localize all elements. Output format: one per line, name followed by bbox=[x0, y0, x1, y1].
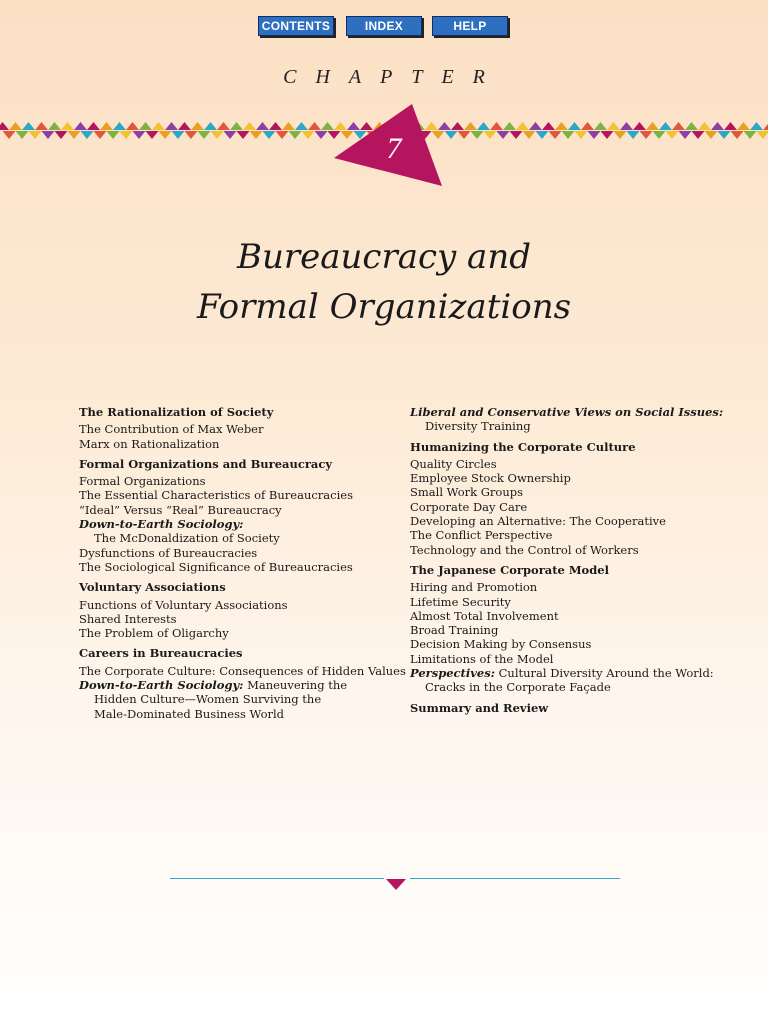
border-triangle bbox=[627, 131, 640, 139]
border-triangle bbox=[523, 131, 536, 139]
border-triangle bbox=[55, 131, 68, 139]
border-triangle bbox=[711, 122, 724, 130]
border-triangle bbox=[477, 122, 490, 130]
border-triangle bbox=[555, 122, 568, 130]
border-triangle bbox=[445, 131, 458, 139]
border-triangle bbox=[3, 131, 16, 139]
border-triangle bbox=[620, 122, 633, 130]
border-triangle bbox=[35, 122, 48, 130]
border-triangle bbox=[568, 122, 581, 130]
toc-item[interactable]: Quality Circles bbox=[410, 456, 497, 471]
border-triangle bbox=[295, 122, 308, 130]
border-triangle bbox=[529, 122, 542, 130]
border-triangle bbox=[211, 131, 224, 139]
border-triangle bbox=[562, 131, 575, 139]
border-triangle bbox=[737, 122, 750, 130]
border-triangle bbox=[42, 131, 55, 139]
toc-feature-label[interactable]: Down-to-Earth Sociology: bbox=[79, 517, 244, 532]
border-triangle bbox=[633, 122, 646, 130]
border-triangle bbox=[685, 122, 698, 130]
bottom-rule-right bbox=[410, 878, 620, 879]
chapter-label: CHAPTER bbox=[283, 66, 504, 88]
border-triangle bbox=[653, 131, 666, 139]
toc-section-heading[interactable]: Humanizing the Corporate Culture bbox=[410, 439, 636, 454]
chapter-title bbox=[0, 232, 768, 332]
toc-item[interactable]: The Essential Characteristics of Bureaucracies bbox=[79, 488, 353, 503]
border-triangle bbox=[679, 131, 692, 139]
toc-item[interactable]: Lifetime Security bbox=[410, 594, 511, 609]
border-triangle bbox=[308, 122, 321, 130]
toc-feature-item[interactable]: The McDonaldization of Society bbox=[94, 531, 280, 546]
toc-item[interactable]: Broad Training bbox=[410, 623, 499, 638]
border-triangle bbox=[230, 122, 243, 130]
border-triangle bbox=[718, 131, 731, 139]
border-triangle bbox=[0, 122, 9, 130]
toc-item[interactable]: Functions of Voluntary Associations bbox=[79, 597, 288, 612]
toc-left-column bbox=[79, 405, 406, 721]
border-triangle bbox=[646, 122, 659, 130]
toc-item[interactable]: Decision Making by Consensus bbox=[410, 637, 592, 652]
border-triangle bbox=[731, 131, 744, 139]
border-triangle bbox=[594, 122, 607, 130]
border-triangle bbox=[464, 122, 477, 130]
toc-section-heading[interactable]: Careers in Bureaucracies bbox=[79, 646, 243, 661]
chapter-number: 7 bbox=[386, 132, 402, 165]
toc-section-heading[interactable]: Formal Organizations and Bureaucracy bbox=[79, 456, 333, 471]
toc-item[interactable]: Employee Stock Ownership bbox=[410, 471, 571, 486]
toc-item[interactable]: Technology and the Control of Workers bbox=[410, 542, 639, 557]
toc-feature-text: Maneuvering the bbox=[243, 678, 348, 693]
toc-item[interactable]: Shared Interests bbox=[79, 611, 177, 626]
help-button[interactable]: HELP bbox=[432, 16, 508, 36]
toc-feature-item[interactable]: Diversity Training bbox=[425, 419, 531, 434]
toc-feature-item[interactable] bbox=[79, 678, 391, 692]
border-triangle bbox=[744, 131, 757, 139]
toc-item[interactable]: “Ideal” Versus “Real” Bureaucracy bbox=[79, 502, 282, 517]
border-triangle bbox=[588, 131, 601, 139]
border-triangle bbox=[126, 122, 139, 130]
border-triangle bbox=[185, 131, 198, 139]
border-triangle bbox=[724, 122, 737, 130]
toc-item[interactable]: The Sociological Significance of Bureaucracies bbox=[79, 559, 353, 574]
border-triangle bbox=[100, 122, 113, 130]
toc-item[interactable]: The Corporate Culture: Consequences of Hidden Values bbox=[79, 663, 406, 678]
border-triangle bbox=[276, 131, 289, 139]
border-triangle bbox=[22, 122, 35, 130]
contents-button[interactable]: CONTENTS bbox=[258, 16, 334, 36]
toc-feature-continuation[interactable]: Hidden Culture—Women Surviving the bbox=[94, 692, 322, 707]
toc-item[interactable]: Corporate Day Care bbox=[410, 499, 528, 514]
border-triangle bbox=[87, 122, 100, 130]
toc-item[interactable]: Marx on Rationalization bbox=[79, 436, 220, 451]
border-triangle bbox=[146, 131, 159, 139]
toc-item[interactable]: Almost Total Involvement bbox=[410, 608, 559, 623]
toc-section-heading[interactable]: The Japanese Corporate Model bbox=[410, 562, 609, 577]
border-triangle bbox=[536, 131, 549, 139]
border-triangle bbox=[139, 122, 152, 130]
toc-feature-label: Down-to-Earth Sociology: bbox=[79, 678, 244, 693]
toc-section-heading[interactable]: The Rationalization of Society bbox=[79, 405, 274, 419]
border-triangle bbox=[659, 122, 672, 130]
border-triangle bbox=[497, 131, 510, 139]
border-triangle bbox=[120, 131, 133, 139]
border-triangle bbox=[263, 131, 276, 139]
index-button[interactable]: INDEX bbox=[346, 16, 422, 36]
toc-item[interactable]: Dysfunctions of Bureaucracies bbox=[79, 545, 258, 560]
border-triangle bbox=[61, 122, 74, 130]
border-triangle bbox=[757, 131, 768, 139]
chapter-number-badge bbox=[330, 100, 446, 190]
border-triangle bbox=[250, 131, 263, 139]
toc-item[interactable]: Hiring and Promotion bbox=[410, 580, 538, 595]
border-triangle bbox=[81, 131, 94, 139]
toc-item[interactable]: The Problem of Oligarchy bbox=[79, 626, 229, 641]
border-triangle bbox=[510, 131, 523, 139]
border-triangle bbox=[666, 131, 679, 139]
border-triangle bbox=[217, 122, 230, 130]
border-triangle bbox=[471, 131, 484, 139]
border-triangle bbox=[614, 131, 627, 139]
border-triangle bbox=[133, 131, 146, 139]
border-triangle bbox=[484, 131, 497, 139]
border-triangle bbox=[237, 131, 250, 139]
bottom-rule-triangle bbox=[385, 878, 407, 891]
border-triangle bbox=[178, 122, 191, 130]
border-triangle bbox=[549, 131, 562, 139]
border-triangle bbox=[256, 122, 269, 130]
toc-feature-item[interactable] bbox=[410, 666, 714, 681]
toc-feature-text: Cultural Diversity Around the World: bbox=[494, 666, 714, 681]
rule-triangle-shape bbox=[386, 879, 406, 890]
toc-item[interactable]: Formal Organizations bbox=[79, 474, 206, 489]
border-triangle bbox=[243, 122, 256, 130]
border-triangle bbox=[204, 122, 217, 130]
border-triangle bbox=[640, 131, 653, 139]
border-triangle bbox=[282, 122, 295, 130]
chapter-title-line-2: Formal Organizations bbox=[196, 287, 572, 327]
border-triangle bbox=[698, 122, 711, 130]
border-triangle bbox=[198, 131, 211, 139]
toc-feature-continuation[interactable]: Male-Dominated Business World bbox=[94, 706, 285, 721]
toc-section-heading[interactable]: Summary and Review bbox=[410, 700, 549, 715]
border-triangle bbox=[29, 131, 42, 139]
border-triangle bbox=[451, 122, 464, 130]
toc-item[interactable]: The Conflict Perspective bbox=[410, 528, 553, 543]
border-triangle bbox=[9, 122, 22, 130]
border-triangle bbox=[152, 122, 165, 130]
border-triangle bbox=[692, 131, 705, 139]
border-triangle bbox=[503, 122, 516, 130]
border-triangle bbox=[269, 122, 282, 130]
border-triangle bbox=[172, 131, 185, 139]
border-triangle bbox=[581, 122, 594, 130]
border-triangle bbox=[458, 131, 471, 139]
border-triangle bbox=[490, 122, 503, 130]
toc-item[interactable]: Limitations of the Model bbox=[410, 651, 554, 666]
border-triangle bbox=[607, 122, 620, 130]
toc-feature-label[interactable]: Liberal and Conservative Views on Social Issues: bbox=[410, 405, 724, 419]
border-triangle bbox=[113, 122, 126, 130]
border-triangle bbox=[601, 131, 614, 139]
toc-right-column bbox=[410, 405, 724, 718]
border-triangle bbox=[165, 122, 178, 130]
toc-item[interactable]: Small Work Groups bbox=[410, 485, 524, 500]
border-triangle bbox=[763, 122, 768, 130]
top-navigation bbox=[0, 16, 768, 36]
border-triangle bbox=[48, 122, 61, 130]
border-triangle bbox=[159, 131, 172, 139]
border-triangle bbox=[705, 131, 718, 139]
border-triangle bbox=[289, 131, 302, 139]
toc-item[interactable]: The Contribution of Max Weber bbox=[79, 422, 264, 437]
border-triangle bbox=[302, 131, 315, 139]
border-triangle bbox=[107, 131, 120, 139]
border-triangle bbox=[315, 131, 328, 139]
border-triangle bbox=[750, 122, 763, 130]
bottom-rule-left bbox=[170, 878, 384, 879]
toc-feature-label: Perspectives: bbox=[410, 666, 495, 681]
border-triangle bbox=[224, 131, 237, 139]
toc-feature-continuation[interactable]: Cracks in the Corporate Façade bbox=[425, 680, 611, 695]
border-triangle bbox=[542, 122, 555, 130]
border-triangle bbox=[94, 131, 107, 139]
border-triangle bbox=[672, 122, 685, 130]
toc-item[interactable]: Developing an Alternative: The Cooperative bbox=[410, 514, 666, 529]
border-triangle bbox=[516, 122, 529, 130]
toc-section-heading[interactable]: Voluntary Associations bbox=[79, 580, 226, 595]
border-triangle bbox=[191, 122, 204, 130]
border-triangle bbox=[74, 122, 87, 130]
border-triangle bbox=[68, 131, 81, 139]
chapter-title-line-1: Bureaucracy and bbox=[237, 237, 531, 277]
border-triangle bbox=[16, 131, 29, 139]
border-triangle bbox=[575, 131, 588, 139]
